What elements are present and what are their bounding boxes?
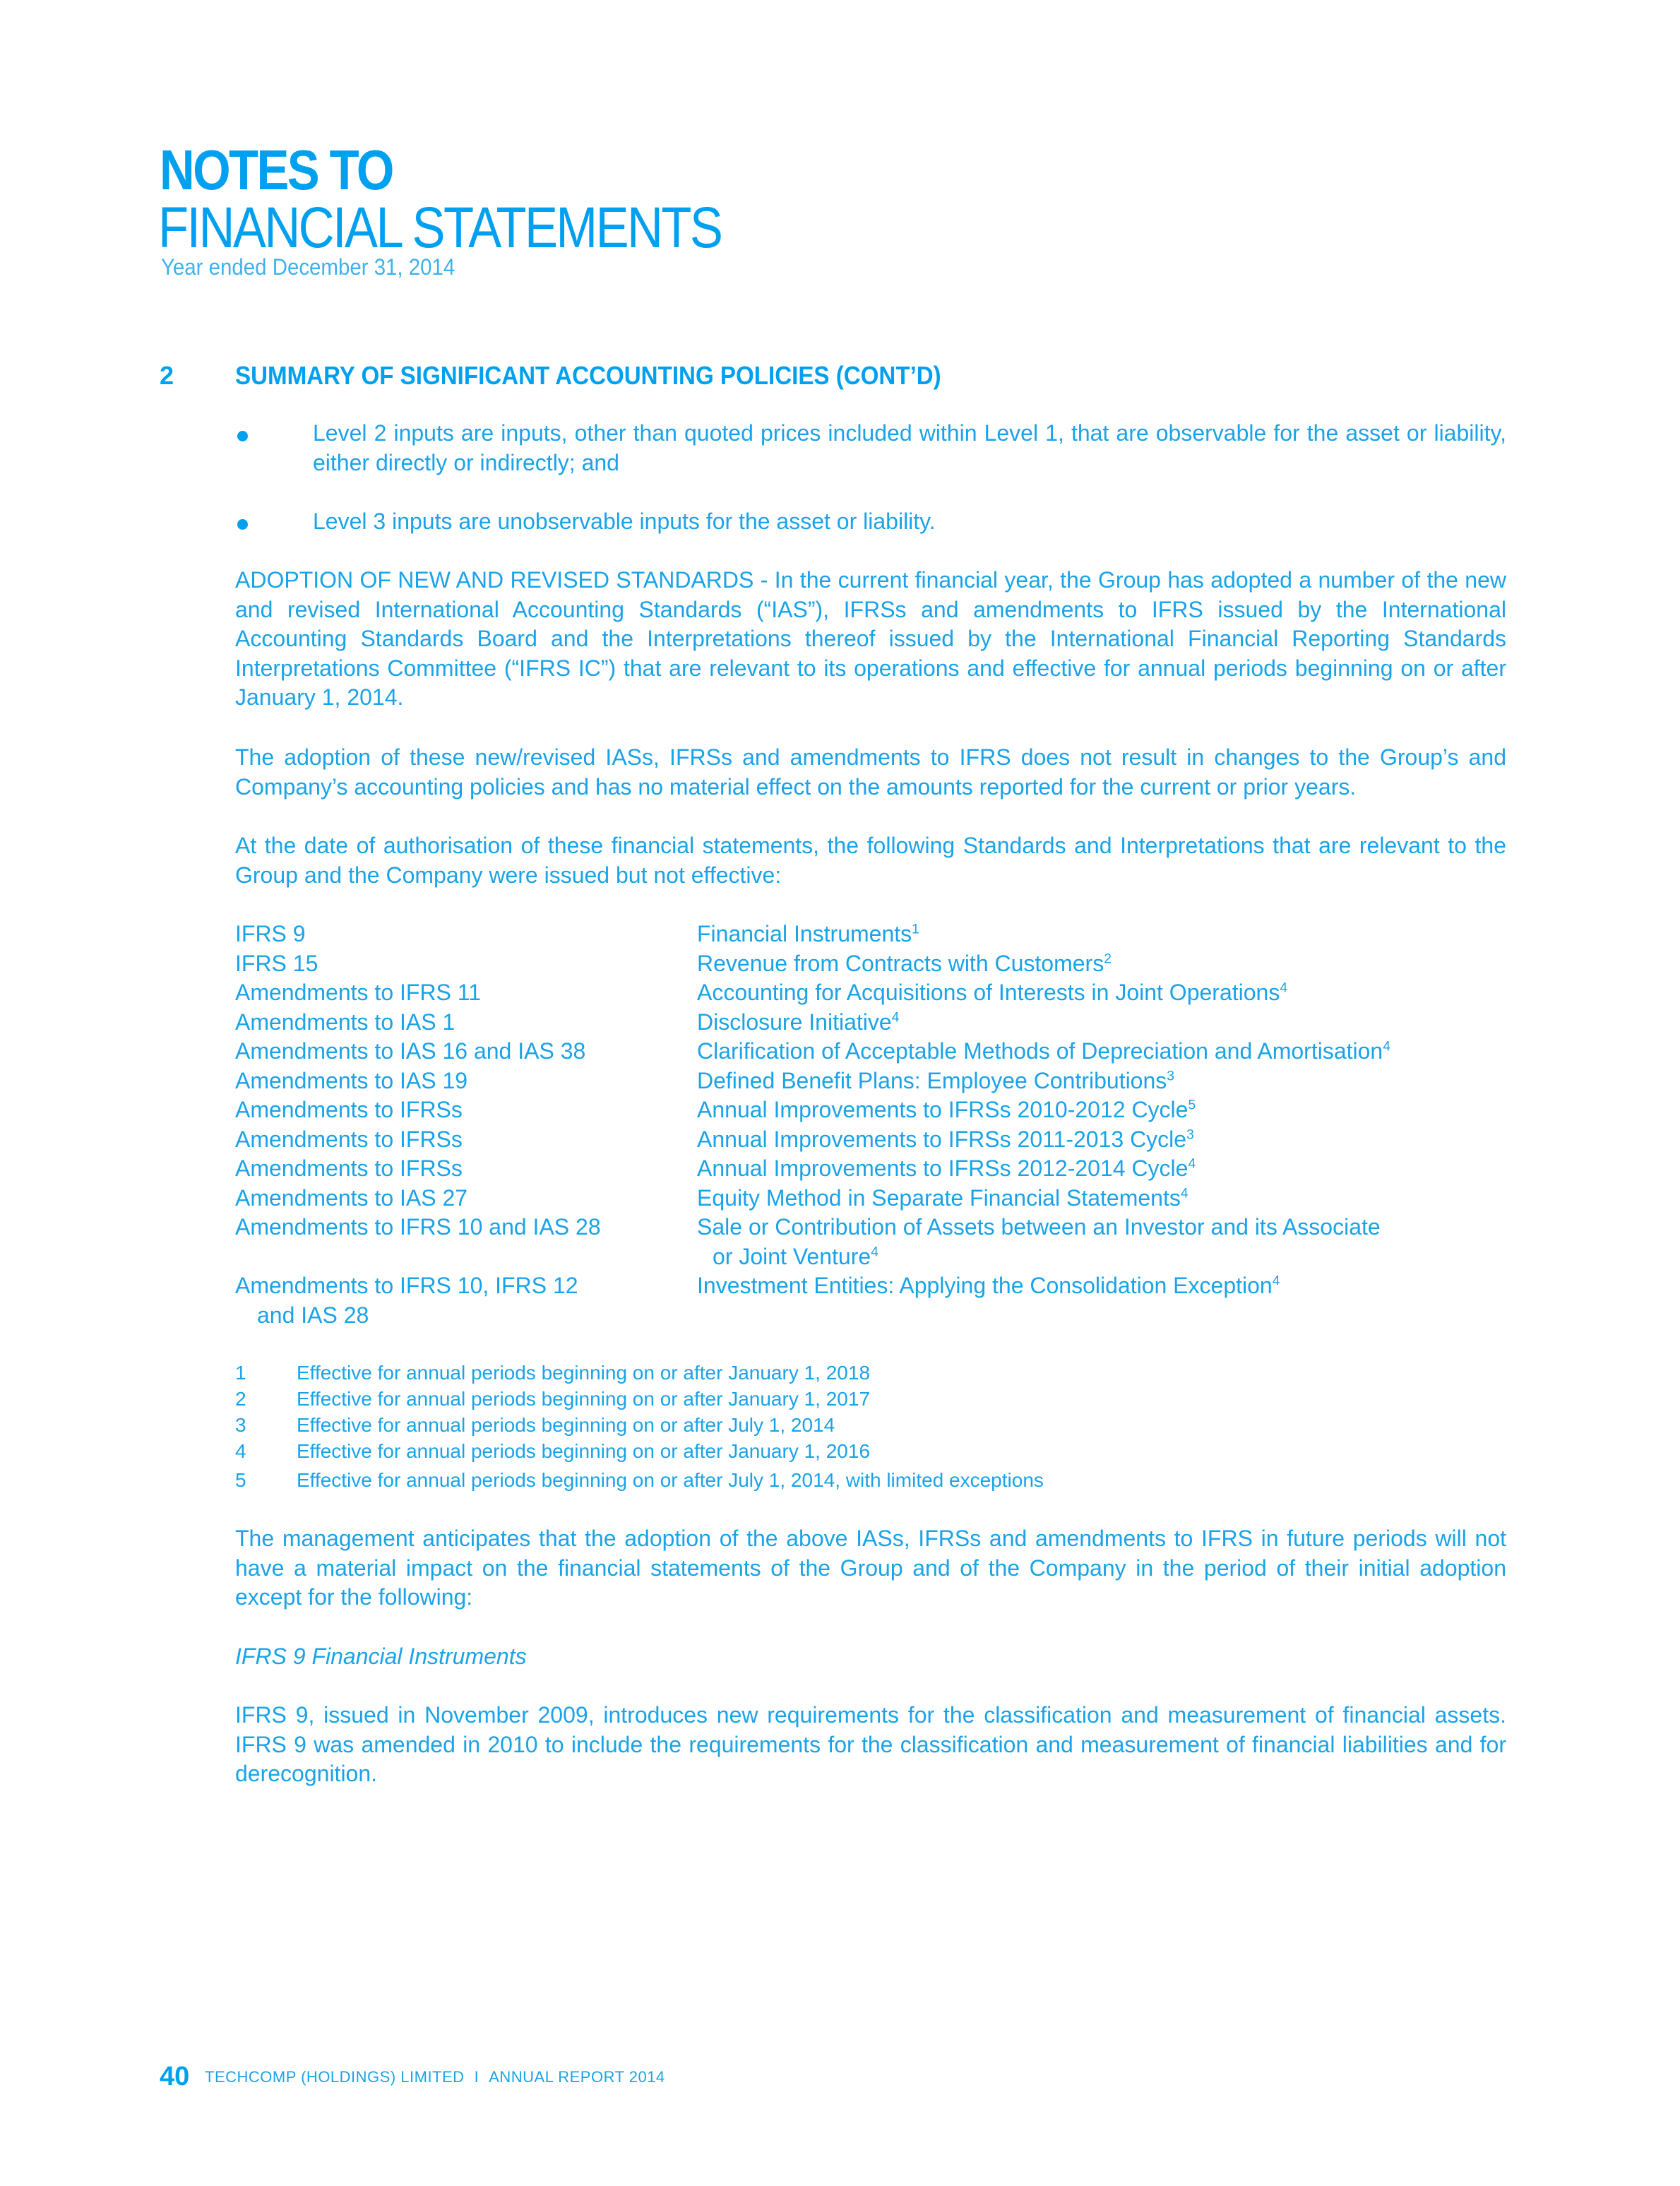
- standard-code: Amendments to IFRSs: [235, 1156, 463, 1181]
- footer-company: TECHCOMP (HOLDINGS) LIMITED: [205, 2068, 465, 2086]
- no-effect-paragraph: The adoption of these new/revised IASs, IFRSs and amendments to IFRS does not result in changes to the Group’s and Company’s accounting policies and has no material effect on the amounts reported for the current or prior years.: [235, 744, 1506, 800]
- standard-description: Accounting for Acquisitions of Interests in Joint Operations$^4$: [697, 980, 1287, 1005]
- standard-description: Revenue from Contracts with Customers$^2$: [697, 950, 1112, 976]
- standard-code: IFRS 9: [235, 921, 306, 946]
- standard-description: Defined Benefit Plans: Employee Contributions$^3$: [697, 1067, 1174, 1093]
- standard-code: Amendments to IFRSs: [235, 1097, 463, 1122]
- standard-code-cont: and IAS 28: [257, 1302, 369, 1328]
- footnote-ref: 4: [1383, 1039, 1390, 1055]
- footer-separator: I: [474, 2068, 479, 2086]
- table-row: [235, 978, 1506, 1008]
- standard-code: Amendments to IAS 19: [235, 1067, 468, 1093]
- standard-description: Disclosure Initiative$^4$: [697, 1009, 900, 1035]
- standard-description: Equity Method in Separate Financial Statements$^4$: [697, 1184, 1188, 1211]
- bullet-item: Level 3 inputs are unobservable inputs for the asset or liability.: [313, 509, 936, 534]
- footnote-ref: 4: [1180, 1185, 1188, 1201]
- standard-description-cont: or Joint Venture$^4$: [713, 1243, 878, 1269]
- standard-code: Amendments to IAS 16 and IAS 38: [235, 1038, 586, 1064]
- standard-description: Sale or Contribution of Assets between an Investor and its Associate: [697, 1214, 1381, 1240]
- table-row: [235, 920, 1506, 949]
- footnote-number: 5: [235, 1469, 246, 1491]
- section-number: 2: [160, 361, 174, 390]
- footnote-text: Effective for annual periods beginning on or after January 1, 2017: [297, 1388, 871, 1410]
- table-row: [235, 1037, 1506, 1067]
- table-row: [235, 949, 1506, 979]
- footnote-ref: 5: [1188, 1098, 1196, 1113]
- standard-description: Financial Instruments$^1$: [697, 921, 919, 946]
- standard-code: Amendments to IAS 27: [235, 1184, 468, 1211]
- footnote-number: 3: [235, 1414, 246, 1436]
- page-subtitle: Year ended December 31, 2014: [161, 254, 455, 280]
- table-row: [235, 1271, 1506, 1330]
- footnote-ref: 1: [912, 922, 919, 937]
- bullet-icon: [237, 519, 248, 530]
- table-row: [235, 1125, 1506, 1155]
- issued-not-effective-paragraph: At the date of authorisation of these financial statements, the following Standards and Interpretations that are relevant to the Group and the Company were issued but not effective:: [235, 833, 1506, 888]
- table-row: [235, 1095, 1506, 1125]
- page-number: 40: [160, 2062, 190, 2091]
- bullet-icon: [237, 431, 248, 441]
- footnote-ref: 4: [871, 1244, 878, 1259]
- management-paragraph: The management anticipates that the adoption of the above IASs, IFRSs and amendments to IFRS in future periods will not have a material impact on the financial statements of the Group and of the Company in the period of their initial adoption except for the following:: [235, 1526, 1506, 1610]
- page-title-line2: FINANCIAL STATEMENTS: [158, 196, 722, 260]
- section-title: SUMMARY OF SIGNIFICANT ACCOUNTING POLICIES (CONT’D): [235, 361, 941, 390]
- footnote-ref: 3: [1167, 1068, 1174, 1083]
- footnote-ref: 4: [891, 1009, 900, 1025]
- footnote-number: 1: [235, 1362, 246, 1384]
- footer-label: [205, 2067, 665, 2088]
- standard-code: Amendments to IFRS 11: [235, 980, 481, 1005]
- footnote-text: Effective for annual periods beginning on or after July 1, 2014: [297, 1414, 835, 1436]
- standard-code: Amendments to IAS 1: [235, 1009, 455, 1035]
- footnote-text: Effective for annual periods beginning on or after July 1, 2014, with limited exceptions: [297, 1469, 1044, 1491]
- footnote-ref: 2: [1104, 951, 1112, 966]
- standard-description: Investment Entities: Applying the Consolidation Exception$^4$: [697, 1273, 1280, 1298]
- standard-description: Clarification of Acceptable Methods of Depreciation and Amortisation$^4$: [697, 1038, 1390, 1064]
- footnote-ref: 4: [1188, 1156, 1196, 1172]
- standard-code: Amendments to IFRSs: [235, 1126, 463, 1152]
- footnote-number: 2: [235, 1388, 246, 1410]
- adoption-paragraph: ADOPTION OF NEW AND REVISED STANDARDS - In the current financial year, the Group has adopted a number of the new and revised International Accounting Standards (“IAS”), IFRSs and amendments to IFRS issued by the International Accounting Standards Board and the Interpretations thereof issued by the International Financial Reporting Standards Interpretations Committee (“IFRS IC”) that are relevant to its operations and effective for annual periods beginning on or after January 1, 2014.: [235, 567, 1506, 710]
- table-row: [235, 1213, 1506, 1271]
- standard-code: Amendments to IFRS 10, IFRS 12: [235, 1273, 578, 1298]
- ifrs9-paragraph: IFRS 9, issued in November 2009, introduces new requirements for the classification and measurement of financial assets. IFRS 9 was amended in 2010 to include the requirements for the classification and measurement of financial liabilities and for derecognition.: [235, 1702, 1519, 1786]
- table-row: [235, 1184, 1506, 1213]
- table-row: [235, 1154, 1506, 1184]
- ifrs9-subheading: IFRS 9 Financial Instruments: [235, 1644, 527, 1669]
- bullet-item: Level 2 inputs are inputs, other than quoted prices included within Level 1, that are observable for the asset or liability, either directly or indirectly; and: [313, 420, 1506, 475]
- standard-description: Annual Improvements to IFRSs 2012-2014 Cycle$^4$: [697, 1156, 1196, 1181]
- table-row: [235, 1008, 1506, 1038]
- table-row: [235, 1067, 1506, 1096]
- standard-code: IFRS 15: [235, 950, 318, 976]
- footnote-text: Effective for annual periods beginning on or after January 1, 2018: [297, 1362, 871, 1384]
- footnote-text: Effective for annual periods beginning on or after January 1, 2016: [297, 1440, 871, 1462]
- footnote-ref: 3: [1186, 1127, 1194, 1142]
- footer-report: ANNUAL REPORT 2014: [489, 2068, 665, 2086]
- standard-code: Amendments to IFRS 10 and IAS 28: [235, 1214, 601, 1240]
- page-title-line1: NOTES TO: [160, 138, 393, 201]
- standard-description: Annual Improvements to IFRSs 2010-2012 Cycle$^5$: [697, 1097, 1196, 1122]
- footnote-number: 4: [235, 1440, 246, 1462]
- standard-description: Annual Improvements to IFRSs 2011-2013 Cycle$^3$: [697, 1126, 1194, 1152]
- footnote-ref: 4: [1272, 1273, 1280, 1289]
- footnote-ref: 4: [1280, 980, 1287, 996]
